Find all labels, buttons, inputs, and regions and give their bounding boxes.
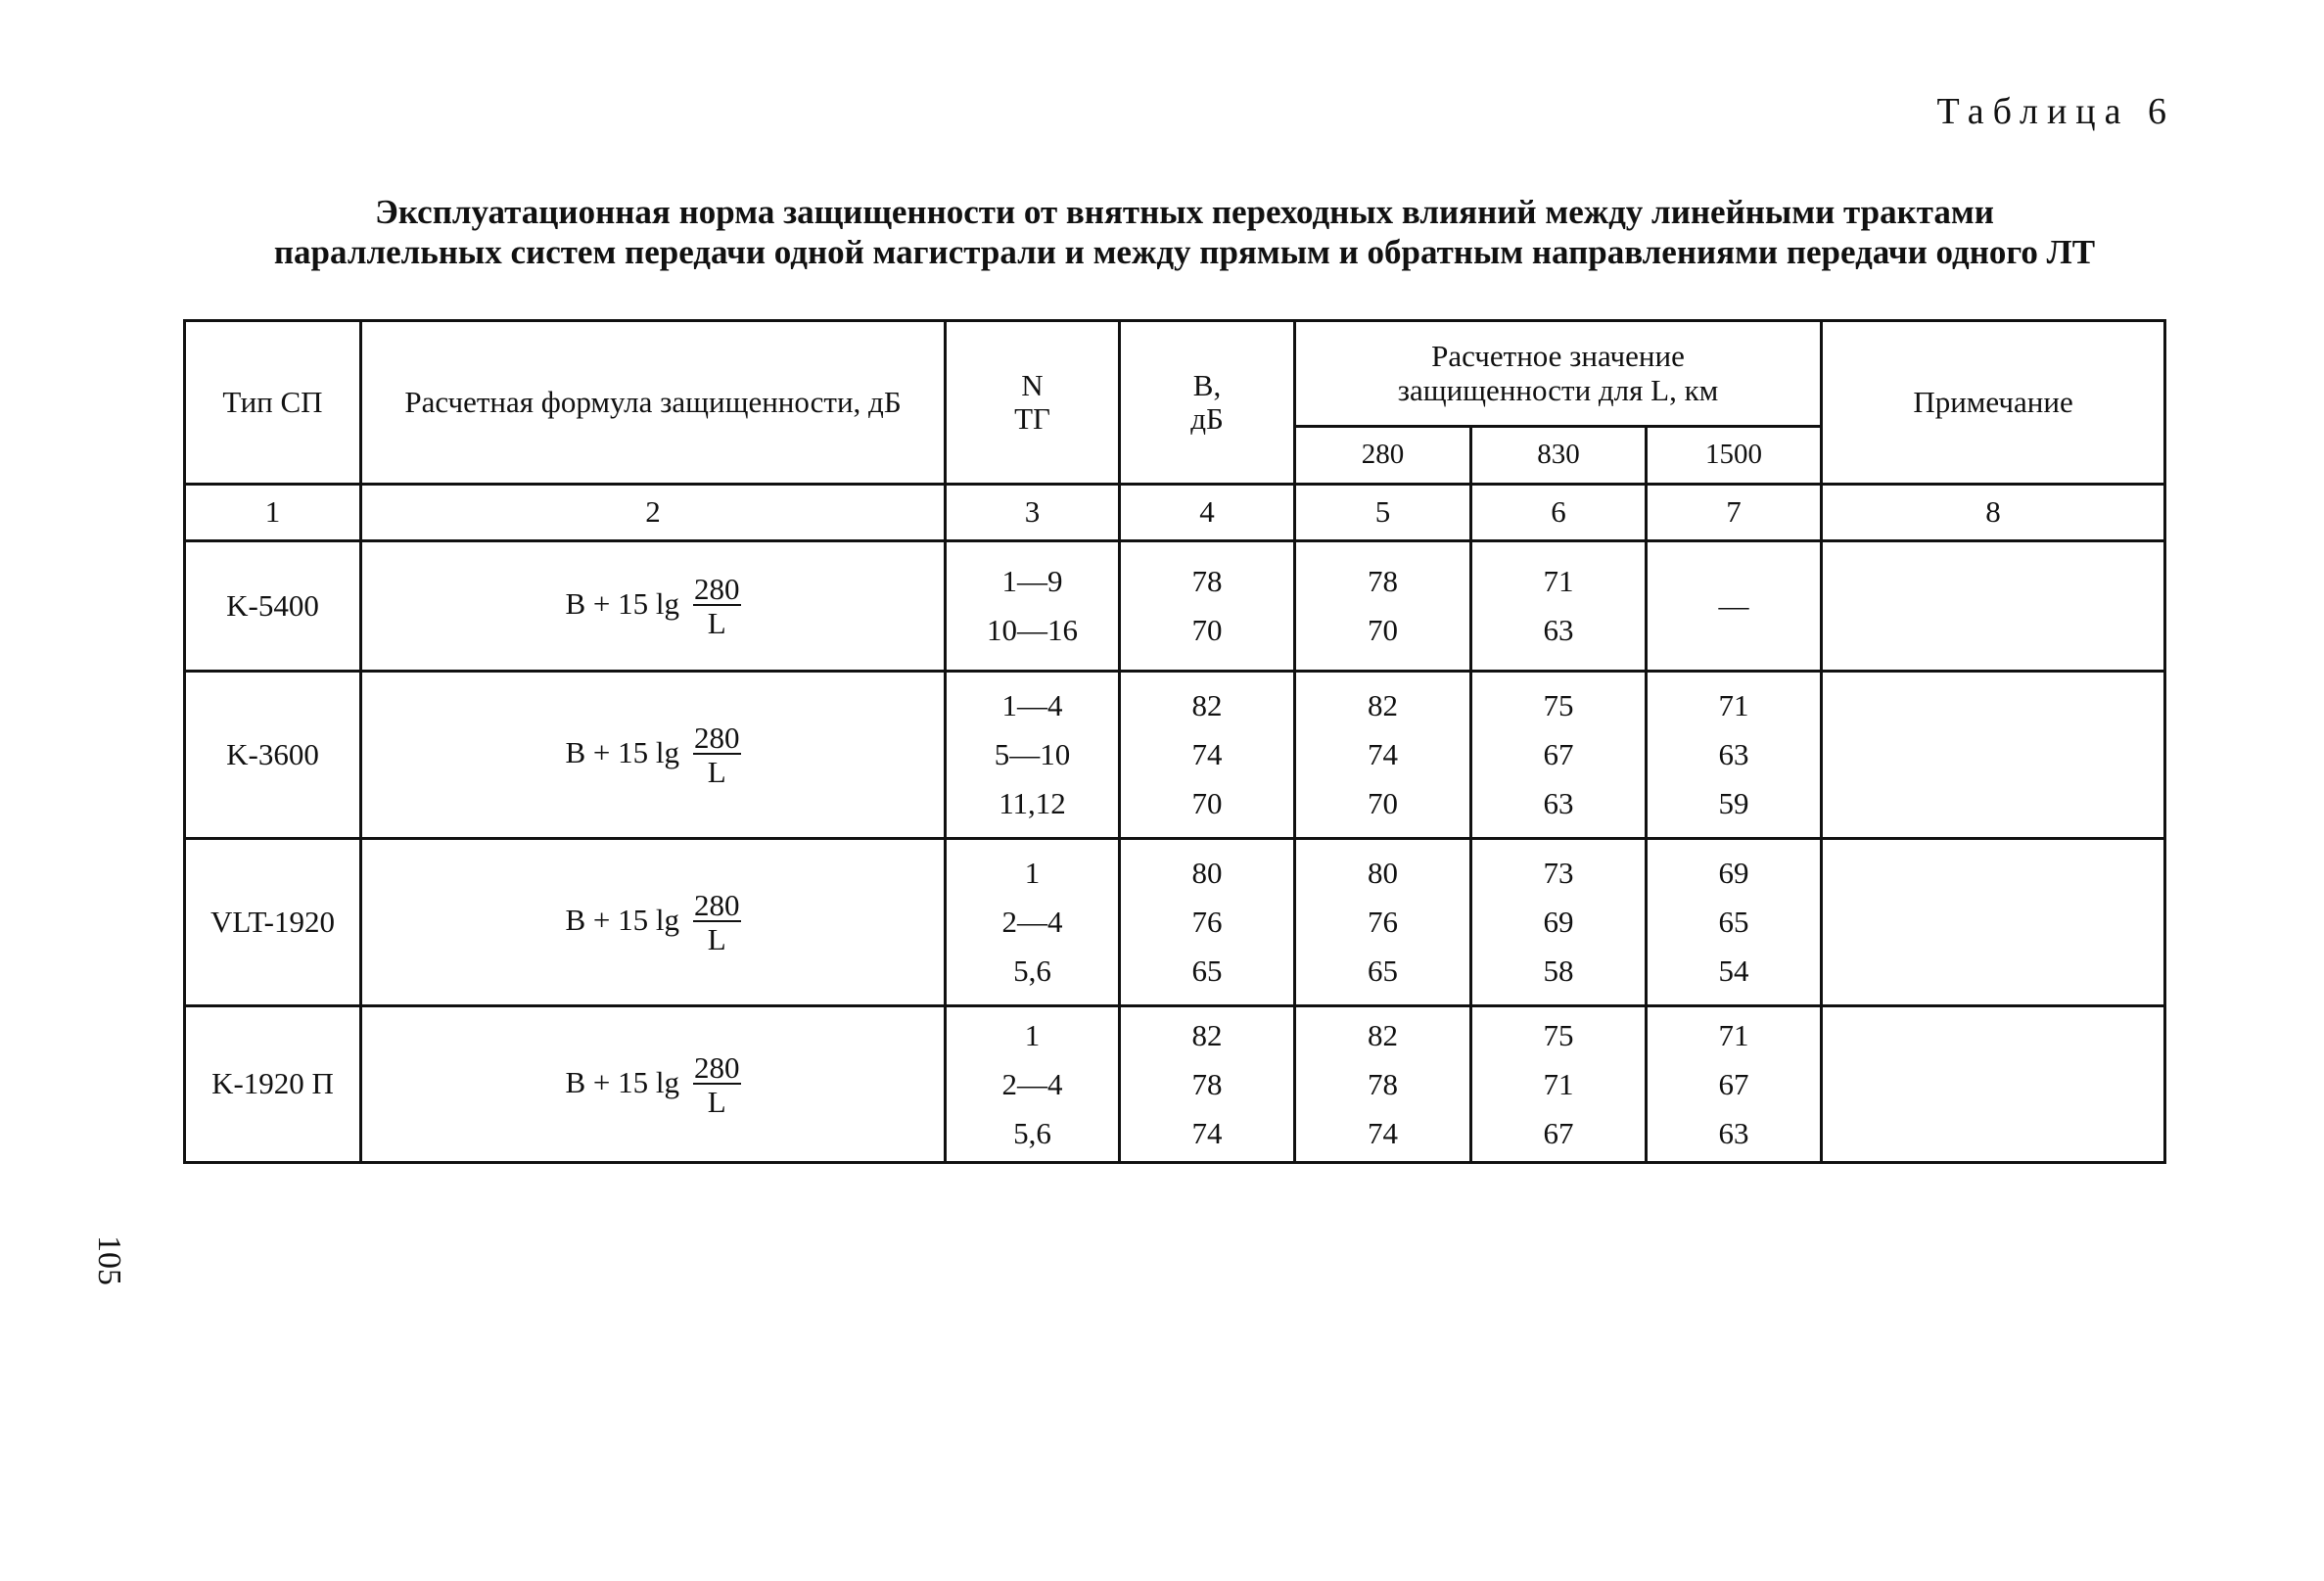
cell-line: 65 <box>1368 953 1398 988</box>
cell-line: 74 <box>1191 737 1223 771</box>
cell-line: 1 <box>1024 1017 1041 1052</box>
cell-line: 71 <box>1718 1017 1749 1052</box>
cell-v830 <box>1471 1006 1647 1163</box>
cell-line: 65 <box>1191 953 1223 988</box>
cell-line: 80 <box>1368 856 1398 890</box>
fraction-denominator: L <box>707 755 726 789</box>
column-number: 6 <box>1471 485 1647 541</box>
formula <box>565 722 740 787</box>
header-b-line1: B, <box>1192 367 1222 402</box>
fraction-denominator: L <box>707 1084 726 1119</box>
header-n-tg <box>946 321 1120 485</box>
table-row <box>185 672 2165 839</box>
header-row <box>185 321 2165 427</box>
cell-note <box>1822 541 2165 672</box>
cell-line: 69 <box>1718 856 1749 890</box>
cell-line: 63 <box>1543 786 1574 820</box>
cell-note <box>1822 839 2165 1006</box>
table-row <box>185 1006 2165 1163</box>
cell-line: 78 <box>1368 1066 1398 1101</box>
header-b-line2: дБ <box>1190 401 1224 436</box>
fraction-numerator: 280 <box>694 721 740 755</box>
cell-line: 71 <box>1543 564 1574 598</box>
fraction-denominator: L <box>707 606 726 640</box>
fraction-numerator: 280 <box>694 572 740 606</box>
cell-line: 71 <box>1543 1066 1574 1101</box>
cell-v1500 <box>1647 672 1822 839</box>
cell-n-tg <box>946 541 1120 672</box>
cell-line: 2—4 <box>1001 905 1063 939</box>
cell-line: 5,6 <box>1013 1115 1051 1150</box>
title-line-1: Эксплуатационная норма защищенности от внятных переходных влияний между линейными трактами <box>375 193 1994 231</box>
cell-v280 <box>1295 1006 1471 1163</box>
formula-prefix: B + 15 lg <box>565 1064 680 1099</box>
cell-line: 78 <box>1191 1066 1223 1101</box>
cell-b <box>1120 541 1295 672</box>
cell-line: 5,6 <box>1013 953 1051 988</box>
cell-line: 75 <box>1543 688 1574 722</box>
header-note: Примечание <box>1822 321 2165 485</box>
table-number-label: Таблица 6 <box>1936 91 2175 132</box>
cell-line: 54 <box>1718 953 1749 988</box>
column-number: 5 <box>1295 485 1471 541</box>
cell-line: 74 <box>1368 1115 1398 1150</box>
cell-v1500 <box>1647 839 1822 1006</box>
table-row <box>185 839 2165 1006</box>
cell-v280 <box>1295 541 1471 672</box>
page-number: 105 <box>91 1235 127 1285</box>
cell-b <box>1120 672 1295 839</box>
norms-table <box>183 319 2166 1164</box>
cell-line: — <box>1718 588 1749 623</box>
column-number: 8 <box>1822 485 2165 541</box>
cell-v1500 <box>1647 1006 1822 1163</box>
column-number: 2 <box>361 485 946 541</box>
table-row <box>185 541 2165 672</box>
cell-note <box>1822 672 2165 839</box>
title-line-2: параллельных систем передачи одной магистрали и между прямым и обратным направлениями передачи одного ЛТ <box>273 233 2096 271</box>
header-n-tg-line1: N <box>1021 367 1044 402</box>
cell-line: 1—4 <box>1001 688 1063 722</box>
cell-line: 82 <box>1368 688 1398 722</box>
cell-type: VLT-1920 <box>185 839 361 1006</box>
header-calc-group: Расчетное значение защищенности для L, км <box>1295 321 1822 427</box>
cell-line: 59 <box>1718 786 1749 820</box>
header-l1500: 1500 <box>1647 427 1822 485</box>
cell-line: 82 <box>1191 688 1223 722</box>
formula-fraction <box>693 890 741 954</box>
cell-line: 67 <box>1543 737 1574 771</box>
cell-b <box>1120 1006 1295 1163</box>
cell-v280 <box>1295 839 1471 1006</box>
cell-line: 70 <box>1191 786 1223 820</box>
cell-n-tg <box>946 839 1120 1006</box>
cell-type: K-5400 <box>185 541 361 672</box>
cell-line: 82 <box>1368 1017 1398 1052</box>
cell-n-tg <box>946 1006 1120 1163</box>
cell-line: 82 <box>1191 1017 1223 1052</box>
header-l830: 830 <box>1471 427 1647 485</box>
cell-v1500 <box>1647 541 1822 672</box>
column-number: 4 <box>1120 485 1295 541</box>
header-l280: 280 <box>1295 427 1471 485</box>
cell-line: 67 <box>1718 1066 1749 1101</box>
header-b <box>1120 321 1295 485</box>
fraction-numerator: 280 <box>694 888 740 922</box>
cell-formula <box>361 541 946 672</box>
cell-line: 70 <box>1368 786 1398 820</box>
cell-v830 <box>1471 672 1647 839</box>
cell-line: 63 <box>1718 737 1749 771</box>
cell-line: 80 <box>1191 856 1223 890</box>
cell-line: 10—16 <box>987 613 1078 647</box>
cell-formula <box>361 672 946 839</box>
cell-line: 74 <box>1368 737 1398 771</box>
column-number: 7 <box>1647 485 1822 541</box>
cell-line: 67 <box>1543 1115 1574 1150</box>
cell-v830 <box>1471 541 1647 672</box>
cell-formula <box>361 839 946 1006</box>
header-type: Тип СП <box>185 321 361 485</box>
formula-fraction <box>693 574 741 638</box>
cell-line: 63 <box>1718 1115 1749 1150</box>
cell-line: 1 <box>1024 856 1041 890</box>
cell-line: 70 <box>1191 613 1223 647</box>
formula-fraction <box>693 1049 741 1119</box>
column-number: 3 <box>946 485 1120 541</box>
cell-line: 11,12 <box>999 786 1066 820</box>
cell-line: 65 <box>1718 905 1749 939</box>
formula <box>565 890 740 954</box>
cell-line: 71 <box>1718 688 1749 722</box>
cell-line: 76 <box>1191 905 1223 939</box>
cell-v280 <box>1295 672 1471 839</box>
header-formula: Расчетная формула защищенности, дБ <box>361 321 946 485</box>
cell-line: 1—9 <box>1001 564 1063 598</box>
fraction-denominator: L <box>707 922 726 956</box>
table-title <box>157 192 2212 272</box>
cell-line: 70 <box>1368 613 1398 647</box>
formula-prefix: B + 15 lg <box>565 903 680 937</box>
cell-formula <box>361 1006 946 1163</box>
cell-line: 69 <box>1543 905 1574 939</box>
formula <box>565 1049 740 1119</box>
formula-prefix: B + 15 lg <box>565 735 680 769</box>
column-number: 1 <box>185 485 361 541</box>
cell-line: 2—4 <box>1001 1066 1063 1101</box>
cell-line: 76 <box>1368 905 1398 939</box>
cell-line: 74 <box>1191 1115 1223 1150</box>
formula-fraction <box>693 722 741 787</box>
header-n-tg-line2: ТГ <box>1014 401 1050 436</box>
column-number-row <box>185 485 2165 541</box>
cell-type: K-1920 П <box>185 1006 361 1163</box>
cell-v830 <box>1471 839 1647 1006</box>
formula-prefix: B + 15 lg <box>565 586 680 621</box>
cell-line: 78 <box>1368 564 1398 598</box>
fraction-numerator: 280 <box>694 1049 740 1085</box>
cell-line: 5—10 <box>994 737 1071 771</box>
cell-line: 58 <box>1543 953 1574 988</box>
cell-n-tg <box>946 672 1120 839</box>
cell-line: 75 <box>1543 1017 1574 1052</box>
cell-note <box>1822 1006 2165 1163</box>
cell-line: 78 <box>1191 564 1223 598</box>
cell-line: 73 <box>1543 856 1574 890</box>
cell-line: 63 <box>1543 613 1574 647</box>
cell-type: K-3600 <box>185 672 361 839</box>
formula <box>565 574 740 638</box>
cell-b <box>1120 839 1295 1006</box>
